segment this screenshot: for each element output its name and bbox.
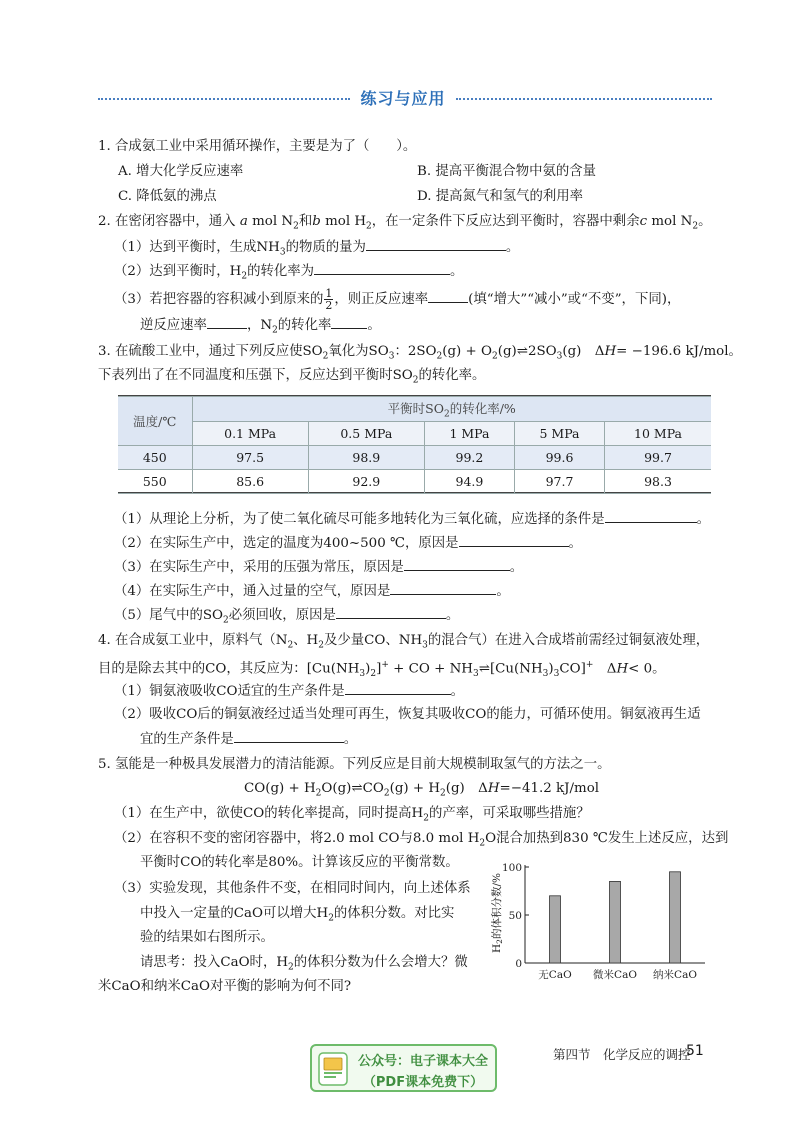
table-cell-temp: 450 [118,446,192,470]
table-cell: 97.7 [514,470,604,494]
header-dotted-rule-left [98,98,350,100]
q2-part2: （2）达到平衡时，$H_2$的转化率为 。 [114,264,464,282]
answer-blank[interactable] [345,682,451,695]
table-cell: 99.7 [605,446,711,470]
answer-blank[interactable] [331,316,367,329]
q5-part3-line3: 验的结果如右图所示。 [140,930,274,945]
table-cell: 99.6 [514,446,604,470]
table-cell-temp: 550 [118,470,192,494]
q5-part2-line1: （2）在容积不变的密闭容器中，将2.0 mol CO与8.0 mol $H_2O$混合加热到830 ℃发生上述反应，达到 [114,831,729,849]
q4-stem-line1: 4. 在合成氨工业中，原料气（$N_2$、$H_2$及少量CO、$NH_3$的混合气）在进入合成塔前需经过铜氨液处理， [98,633,710,651]
equilibrium-arrow: ⇌ [351,781,363,796]
section-title: 练习与应用 [360,89,446,108]
table-cell: 98.9 [308,446,424,470]
table-header-temp: 温度/℃ [118,397,192,446]
chart-bar [670,872,681,963]
q5-part3-line4: 请思考：投入CaO时，$H_2$的体积分数为什么会增大？微 [140,955,468,973]
q5-part2-line2: 平衡时CO的转化率是80%。计算该反应的平衡常数。 [140,855,459,870]
equilibrium-arrow: ⇌ [516,344,528,359]
answer-blank[interactable] [314,262,450,275]
q3-part4: （4）在实际生产中，通入过量的空气，原因是 。 [114,584,510,599]
q4-stem-line2: 目的是除去其中的CO，其反应为：$[Cu(NH_3)_2]^+$ + CO + $NH_3\rightleftharpoons[Cu(NH_3)_3CO]^+$ ΔH< 0。 [98,660,666,680]
chart-category-label: 无CaO [538,969,572,981]
q5-part3-line1: （3）实验发现，其他条件不变，在相同时间内，向上述体系 [114,881,471,896]
q3-stem-line1: 3. 在硫酸工业中，通过下列反应使$SO_2$氧化为$SO_3$：$2SO_2(g)$ + $O_2(g)\rightleftharpoons 2SO_3(g)$ ΔH= −196.6 kJ/mol。 [98,344,742,362]
watermark-badge [310,1044,497,1092]
answer-blank[interactable] [428,290,468,303]
footer-section-title: 第四节 化学反应的调控 [553,1047,691,1062]
table-cell: 85.6 [192,470,308,494]
chart-category-label: 微米CaO [593,969,637,981]
answer-blank[interactable] [390,582,496,595]
q4-part2-line2: 宜的生产条件是 。 [140,732,358,747]
table-cell: 98.3 [605,470,711,494]
table-header-pressure: 0.1 MPa [192,422,308,446]
chart-bar [550,896,561,963]
q3-stem-line2: 下表列出了在不同温度和压强下，反应达到平衡时$SO_2$的转化率。 [98,368,486,386]
table-cell: 92.9 [308,470,424,494]
chart-y-tick-label: 50 [508,910,522,922]
q5-part3-line5: 米CaO和纳米CaO对平衡的影响为何不同? [98,979,352,994]
q3-part2: （2）在实际生产中，选定的温度为400~500 ℃，原因是 。 [114,536,582,551]
answer-blank[interactable] [336,606,446,619]
table-header-pressure: 5 MPa [514,422,604,446]
answer-blank[interactable] [459,534,569,547]
table-row [118,446,711,470]
header-dotted-rule-right [456,98,712,100]
q1-option-d: D. 提高氮气和氢气的利用率 [417,189,584,204]
chart-y-tick-label: 0 [515,958,522,970]
q5-part1: （1）在生产中，欲使CO的转化率提高，同时提高$H_2$的产率，可采取哪些措施？ [114,806,590,824]
answer-blank[interactable] [404,558,510,571]
chart-y-tick-label: 100 [501,862,522,874]
answer-blank[interactable] [605,510,697,523]
q5-part3-line2: 中投入一定量的CaO可以增大$H_2$的体积分数。对比实 [140,906,455,924]
answer-blank[interactable] [366,238,506,251]
q2-part3: （3）若把容器的容积减小到原来的 $\frac{1}{2}$ ，则正反应速率 (填“增大”“减小”或“不变”，下同)， [114,287,681,312]
equilibrium-arrow: ⇌ [478,661,490,677]
q1-option-a: A. 增大化学反应速率 [118,164,244,179]
chart-ylabel: H2的体积分数/% [491,873,504,953]
q1-option-b: B. 提高平衡混合物中氨的含量 [417,164,597,179]
page-number: 51 [686,1043,704,1059]
chart-bar [610,881,621,963]
q2-stem: 2. 在密闭容器中，通入 a mol $N_2$和b mol $H_2$，在一定条件下反应达到平衡时，容器中剩余c mol $N_2$。 [98,214,712,232]
q4-part2-line1: （2）吸收CO后的铜氨液经过适当处理可再生，恢复其吸收CO的能力，可循环使用。铜氨液再生适 [114,707,701,722]
q4-part1: （1）铜氨液吸收CO适宜的生产条件是 。 [114,684,464,699]
table-cell: 94.9 [424,470,514,494]
answer-blank[interactable] [207,316,247,329]
table-cell: 97.5 [192,446,308,470]
q1-stem: 1. 合成氨工业中采用循环操作，主要是为了（ ）。 [98,139,417,154]
table-header-group: 平衡时$SO_2$的转化率/% [192,397,711,422]
table-header-pressure: 0.5 MPa [308,422,424,446]
book-logo-icon [318,1052,348,1086]
fraction-one-half: $\frac{1}{2}$ [325,287,333,312]
watermark-line1: 公众号：电子课本大全 [357,1054,488,1069]
chart-svg [490,855,710,990]
q3-part3: （3）在实际生产中，采用的压强为常压，原因是 。 [114,560,524,575]
q5-stem: 5. 氢能是一种极具发展潜力的清洁能源。下列反应是目前大规模制取氢气的方法之一。 [98,757,611,772]
q2-part1: （1）达到平衡时，生成$NH_3$的物质的量为 。 [114,240,520,258]
q2-part3-cont: 逆反应速率 ，$N_2$的转化率 。 [140,318,381,336]
q1-option-c: C. 降低氨的沸点 [118,189,217,204]
q3-part1: （1）从理论上分析，为了使二氧化硫尽可能多地转化为三氧化硫，应选择的条件是 。 [114,512,710,527]
table-row [118,470,711,494]
table-header-pressure: 10 MPa [605,422,711,446]
h2-volume-fraction-chart [490,855,710,990]
conversion-table [118,395,711,493]
watermark-line2: （PDF课本免费下） [362,1075,484,1090]
answer-blank[interactable] [234,730,344,743]
q5-equation: $CO(g) + H_2O(g)\rightleftharpoons CO_2(g) + H_2(g)$ ΔH=−41.2 kJ/mol [244,781,600,799]
table-cell: 99.2 [424,446,514,470]
table-header-pressure: 1 MPa [424,422,514,446]
section-header [98,86,712,112]
q3-part5: （5）尾气中的$SO_2$必须回收，原因是 。 [114,608,460,626]
chart-category-label: 纳米CaO [653,969,697,981]
